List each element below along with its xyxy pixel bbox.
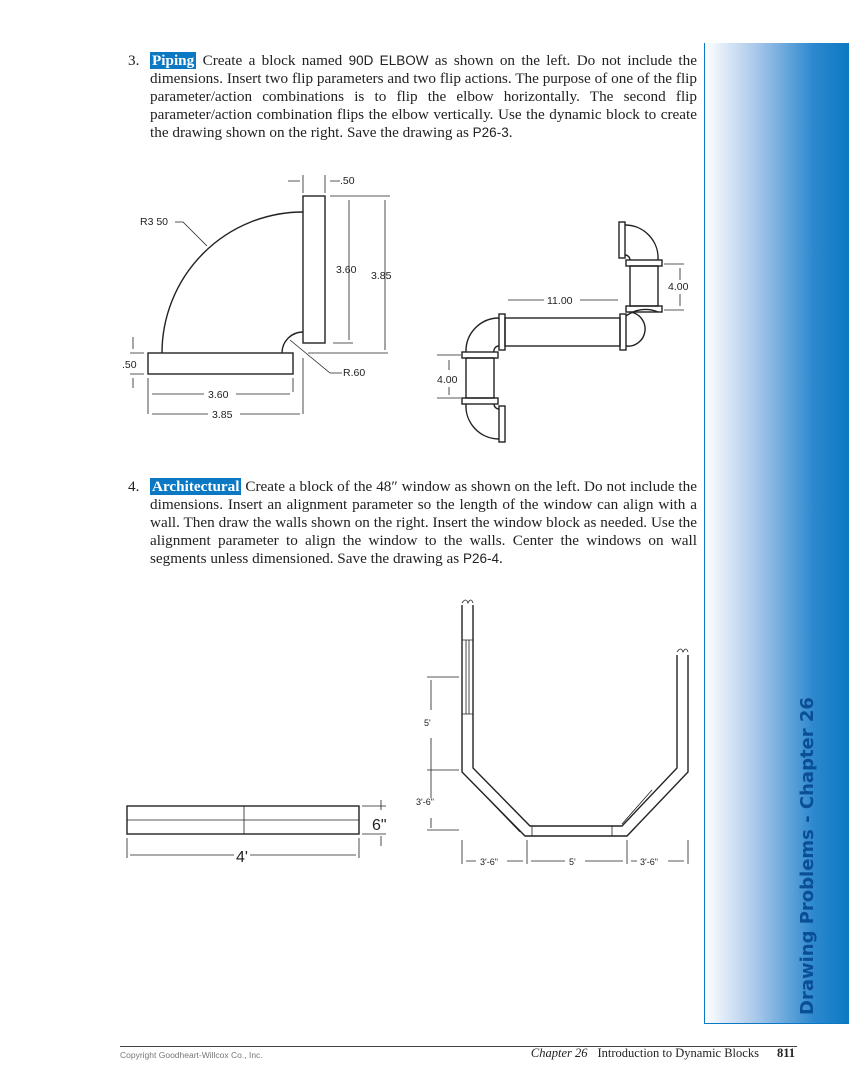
- problem-number: 3.: [128, 52, 140, 69]
- file-name: P26-3: [472, 125, 509, 140]
- dim-label: 4.00: [668, 281, 689, 293]
- dim-label: 3.60: [336, 264, 357, 276]
- dim-label: 3'-6": [480, 857, 498, 867]
- piping-assembly-drawing: [437, 222, 689, 442]
- text: .: [499, 550, 503, 567]
- dim-label: 3.85: [371, 270, 392, 282]
- file-name: P26-4: [462, 551, 500, 566]
- text: Create a block of the 48″ window as shown on the left. Do not include the dimensions. Insert an alignment parameter so the length of the window can align with a wall. Then draw the walls shown on the right. Insert the window block as needed. Use the alignment parameter to align the window to the walls. Center the windows on wall segments unless dimensioned. Save the drawing as: [150, 478, 697, 567]
- text: Create a block named: [196, 52, 349, 69]
- walls-drawing: [416, 600, 688, 867]
- dim-label: R3 50: [140, 216, 169, 228]
- elbow-drawing: [122, 175, 392, 421]
- dim-label: 3'-6": [640, 857, 658, 867]
- dim-label: R.60: [343, 367, 366, 379]
- running-footer: [531, 1046, 795, 1061]
- text: as shown on the left. Do not include the dimensions. Insert two flip parameters and two flip actions. The purpose of one of the flip parameter/action combinations is to flip the elbow horizontally. The second flip parameter/action combination flips the elbow vertically. Use the dynamic block to create the drawing shown on the right. Save the drawing as: [150, 52, 697, 141]
- dim-label: .50: [340, 175, 355, 187]
- problem-tag: Architectural: [152, 478, 240, 495]
- dim-label: 3'-6": [416, 797, 434, 807]
- chapter-label: Chapter 26: [530, 1046, 588, 1060]
- chapter-sidebar: [704, 43, 849, 1024]
- window-block-drawing: [127, 800, 387, 866]
- sidebar-title: Drawing Problems - Chapter 26: [797, 697, 818, 1015]
- chapter-title: Introduction to Dynamic Blocks: [597, 1046, 759, 1060]
- dim-label: 3.85: [212, 409, 233, 421]
- problem-tag: Piping: [152, 52, 195, 69]
- dim-label: 6": [372, 817, 387, 834]
- problem-number: 4.: [128, 478, 140, 495]
- dim-label: 4': [236, 849, 248, 866]
- dim-label: 5': [424, 718, 431, 728]
- text: .: [508, 124, 513, 141]
- dim-label: 5': [569, 857, 576, 867]
- page-number: 811: [776, 1046, 795, 1060]
- block-name: 90D ELBOW: [348, 53, 429, 68]
- dim-label: .50: [122, 359, 137, 371]
- dim-label: 11.00: [547, 295, 573, 307]
- dim-label: 4.00: [437, 374, 458, 386]
- copyright: Copyright Goodheart-Willcox Co., Inc.: [120, 1050, 263, 1060]
- dim-label: 3.60: [208, 389, 229, 401]
